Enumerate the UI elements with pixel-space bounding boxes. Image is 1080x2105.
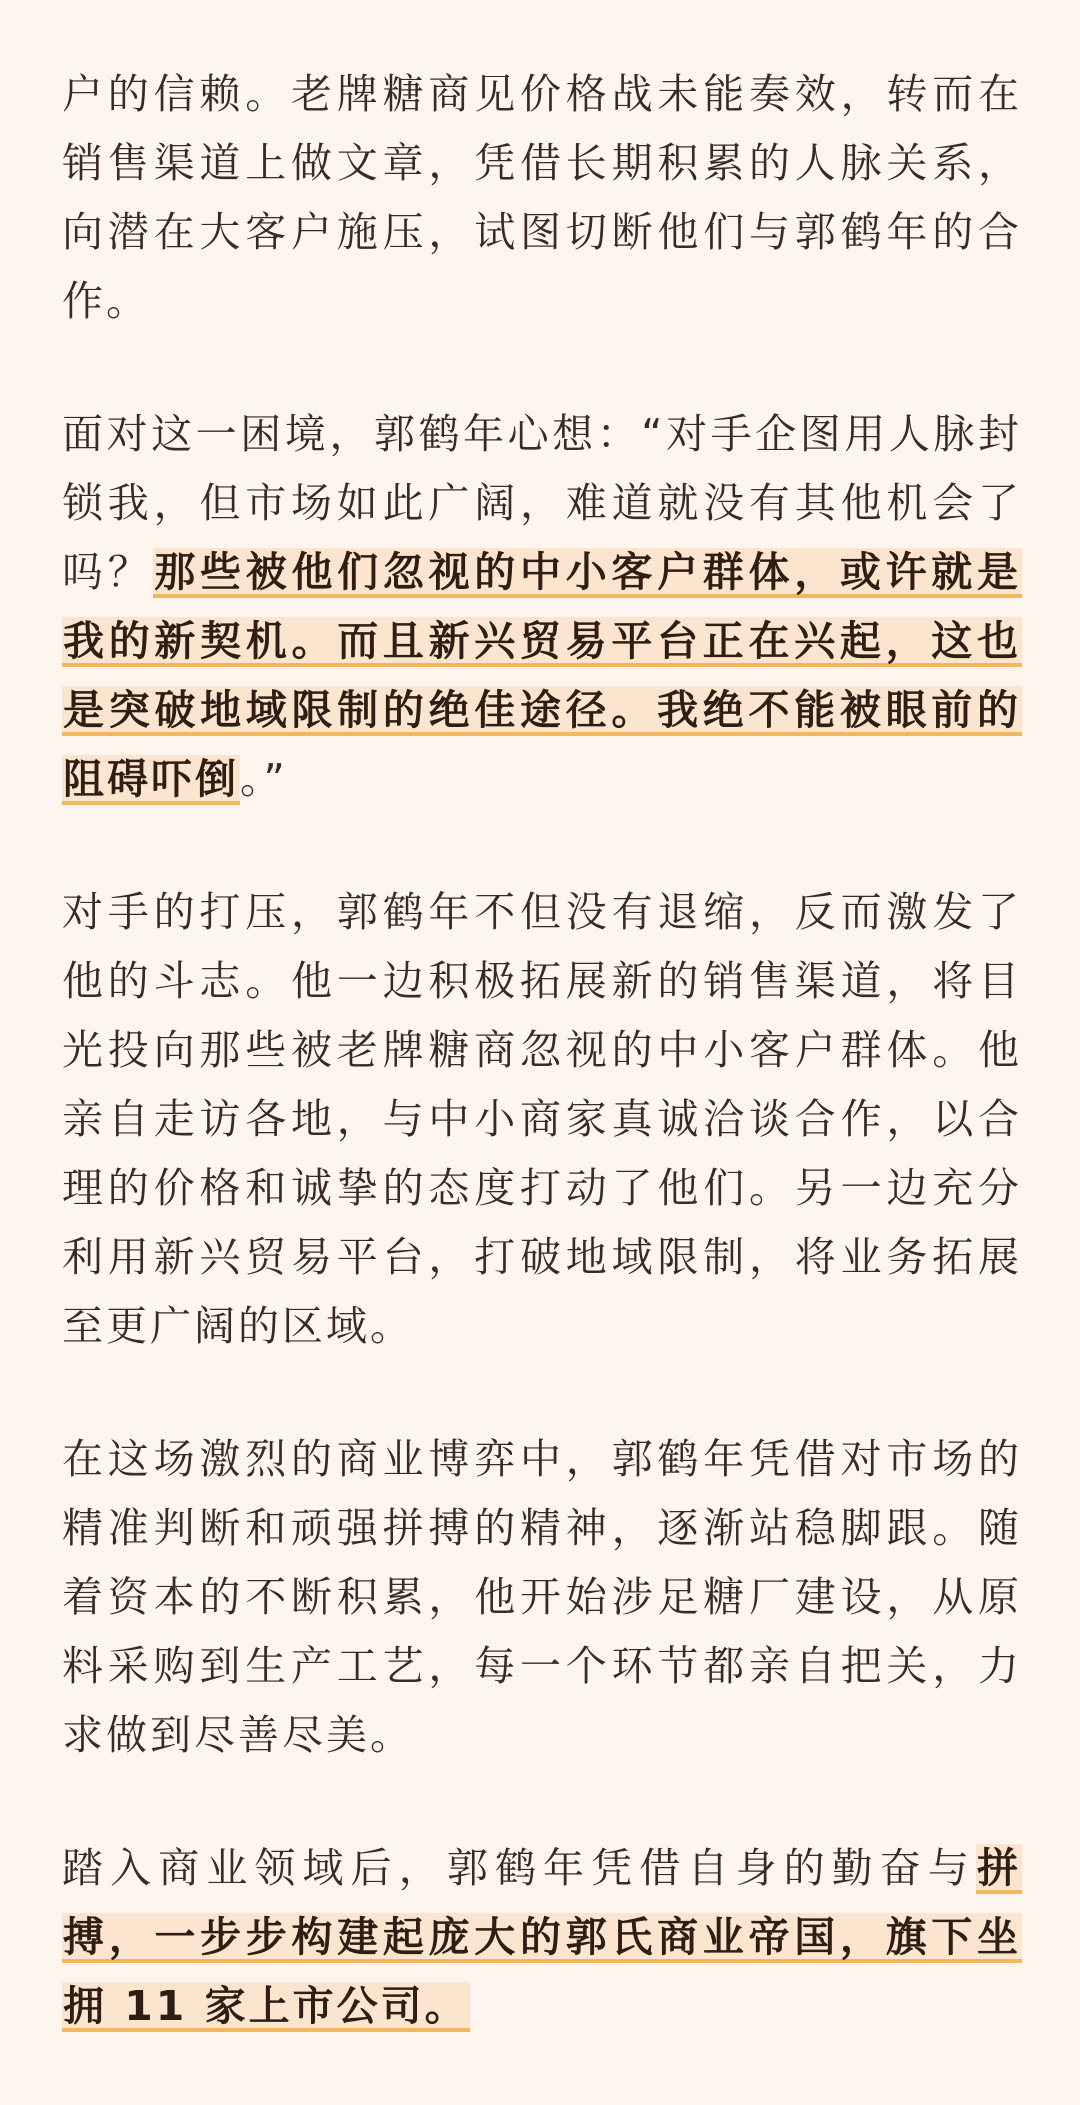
- paragraph-2: [62, 400, 1022, 814]
- article-body: [62, 60, 1022, 2105]
- paragraph-5-highlight: 拼搏，一步步构建起庞大的郭氏商业帝国，旗下坐拥 11 家上市公司。: [63, 1844, 1021, 2030]
- paragraph-4: [62, 1425, 1022, 1770]
- paragraph-3-text: 对手的打压，郭鹤年不但没有退缩，反而激发了他的斗志。他一边积极拓展新的销售渠道，将目光投向那些被老牌糖商忽视的中小客户群体。他亲自走访各地，与中小商家真诚洽谈合作，以合理的价格和诚挚的态度打动了他们。另一边充分利用新兴贸易平台，打破地域限制，将业务拓展至更广阔的区域。: [62, 888, 1022, 1350]
- paragraph-5-text: 踏入商业领域后，郭鹤年凭借自身的勤奋与: [62, 1844, 976, 1892]
- paragraph-2-text: 面对这一困境，郭鹤年心想：“对手企图用人脉封锁我，但市场如此广阔，难道就没有其他机会了吗？: [62, 410, 1022, 596]
- paragraph-2-highlight: 那些被他们忽视的中小客户群体，或许就是我的新契机。而且新兴贸易平台正在兴起，这也是突破地域限制的绝佳途径。我绝不能被眼前的阻碍吓倒: [63, 548, 1022, 803]
- paragraph-4-text: 在这场激烈的商业博弈中，郭鹤年凭借对市场的精准判断和顽强拼搏的精神，逐渐站稳脚跟。随着资本的不断积累，他开始涉足糖厂建设，从原料采购到生产工艺，每一个环节都亲自把关，力求做到尽善尽美。: [62, 1435, 1022, 1759]
- paragraph-1: [62, 60, 1022, 336]
- paragraph-3: [62, 878, 1022, 1361]
- paragraph-5: [62, 1834, 1022, 2041]
- paragraph-1-text: 户的信赖。老牌糖商见价格战未能奏效，转而在销售渠道上做文章，凭借长期积累的人脉关系，向潜在大客户施压，试图切断他们与郭鹤年的合作。: [62, 70, 1022, 325]
- paragraph-2-text-end: 。”: [240, 755, 288, 803]
